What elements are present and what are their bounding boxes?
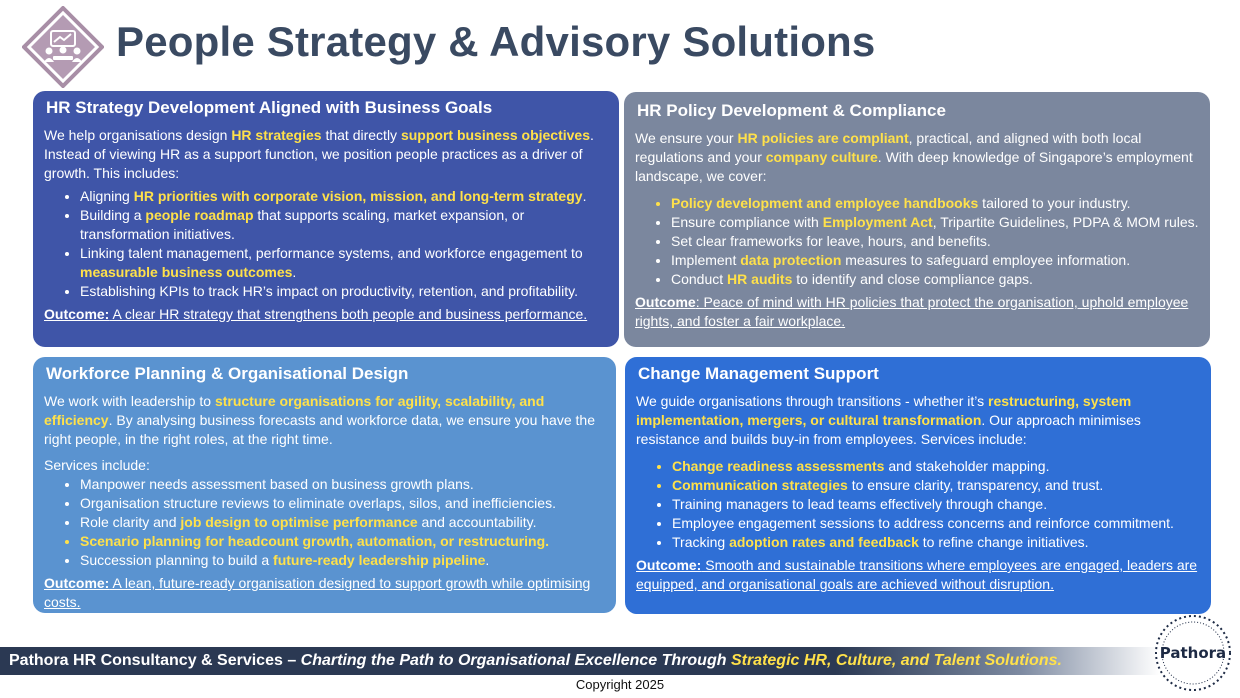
list-item: • Employee engagement sessions to address concerns and reinforce commitment. xyxy=(672,514,1200,533)
list-item: • Aligning HR priorities with corporate vision, mission, and long-term strategy. xyxy=(80,187,608,206)
card-intro: We work with leadership to structure organisations for agility, scalability, and efficiency. By analysing business forecasts and workforce data, we ensure you have the right people, in the right roles, at the right time. xyxy=(44,393,595,447)
card-title: HR Policy Development & Compliance xyxy=(637,101,946,120)
list-item: • Establishing KPIs to track HR’s impact on productivity, retention, and profitability. xyxy=(80,282,608,301)
page-title: People Strategy & Advisory Solutions xyxy=(116,18,876,65)
list-item: • Implement data protection measures to safeguard employee information. xyxy=(671,251,1199,270)
list-item: • Change readiness assessments and stakeholder mapping. xyxy=(672,457,1200,476)
hr-strategy-card xyxy=(33,91,619,347)
list-item: • Policy development and employee handbooks tailored to your industry. xyxy=(671,194,1199,213)
outcome-text: Outcome: Peace of mind with HR policies that protect the organisation, uphold employee rights, and foster a fair workplace. xyxy=(635,294,1189,329)
list-item: • Communication strategies to ensure clarity, transparency, and trust. xyxy=(672,476,1200,495)
copyright-text: Copyright 2025 xyxy=(575,677,665,692)
footer-bar xyxy=(0,647,1160,675)
list-item: • Tracking adoption rates and feedback to refine change initiatives. xyxy=(672,533,1200,552)
card-title: HR Strategy Development Aligned with Business Goals xyxy=(46,98,493,117)
outcome-text: Outcome: A clear HR strategy that strengthens both people and business performance. xyxy=(44,306,588,322)
card-intro: We guide organisations through transitions - whether it’s restructuring, system implementation, mergers, or cultural transformation. Our approach minimises resistance and builds buy-in from employees. Services include: xyxy=(636,393,1141,447)
list-item: • Organisation structure reviews to eliminate overlaps, silos, and inefficiencies. xyxy=(80,494,605,513)
list-item: • Training managers to lead teams effectively through change. xyxy=(672,495,1200,514)
brand-name: Pathora xyxy=(1159,644,1227,662)
list-item: • Ensure compliance with Employment Act, Tripartite Guidelines, PDPA & MOM rules. xyxy=(671,213,1199,232)
bullet-list xyxy=(671,194,1199,289)
list-item: • Succession planning to build a future-ready leadership pipeline. xyxy=(80,551,605,570)
change-management-card xyxy=(625,357,1211,614)
workforce-planning-card xyxy=(33,357,616,613)
pathora-logo-icon xyxy=(1154,614,1232,692)
list-item: • Manpower needs assessment based on business growth plans. xyxy=(80,475,605,494)
hr-policy-card xyxy=(624,92,1210,347)
card-intro: We help organisations design HR strategies that directly support business objectives. Instead of viewing HR as a support function, we position people practices as a driver of growth. This includes: xyxy=(44,127,594,181)
services-label: Services include: xyxy=(44,457,150,473)
people-meeting-icon xyxy=(22,6,104,88)
list-item: • Building a people roadmap that supports scaling, market expansion, or transformation initiatives. xyxy=(80,206,608,244)
outcome-text: Outcome: Smooth and sustainable transitions where employees are engaged, leaders are equipped, and organisational goals are achieved without disruption. xyxy=(636,557,1198,592)
card-title: Change Management Support xyxy=(638,364,879,383)
list-item: • Scenario planning for headcount growth, automation, or restructuring. xyxy=(80,532,605,551)
list-item: • Set clear frameworks for leave, hours, and benefits. xyxy=(671,232,1199,251)
bullet-list xyxy=(672,457,1200,552)
card-intro: We ensure your HR policies are compliant, practical, and aligned with both local regulations and your company culture. With deep knowledge of Singapore’s employment landscape, we cover: xyxy=(635,130,1193,184)
list-item: • Role clarity and job design to optimise performance and accountability. xyxy=(80,513,605,532)
footer-tagline: Pathora HR Consultancy & Services – Charting the Path to Organisational Excellence Through Strategic HR, Culture, and Talent Solutions. xyxy=(9,652,1062,669)
list-item: • Linking talent management, performance systems, and workforce engagement to measurable business outcomes. xyxy=(80,244,608,282)
bullet-list xyxy=(80,187,608,301)
list-item: • Conduct HR audits to identify and close compliance gaps. xyxy=(671,270,1199,289)
outcome-text: Outcome: A lean, future-ready organisation designed to support growth while optimising costs. xyxy=(44,575,591,610)
bullet-list xyxy=(80,475,605,570)
card-title: Workforce Planning & Organisational Design xyxy=(46,364,409,383)
